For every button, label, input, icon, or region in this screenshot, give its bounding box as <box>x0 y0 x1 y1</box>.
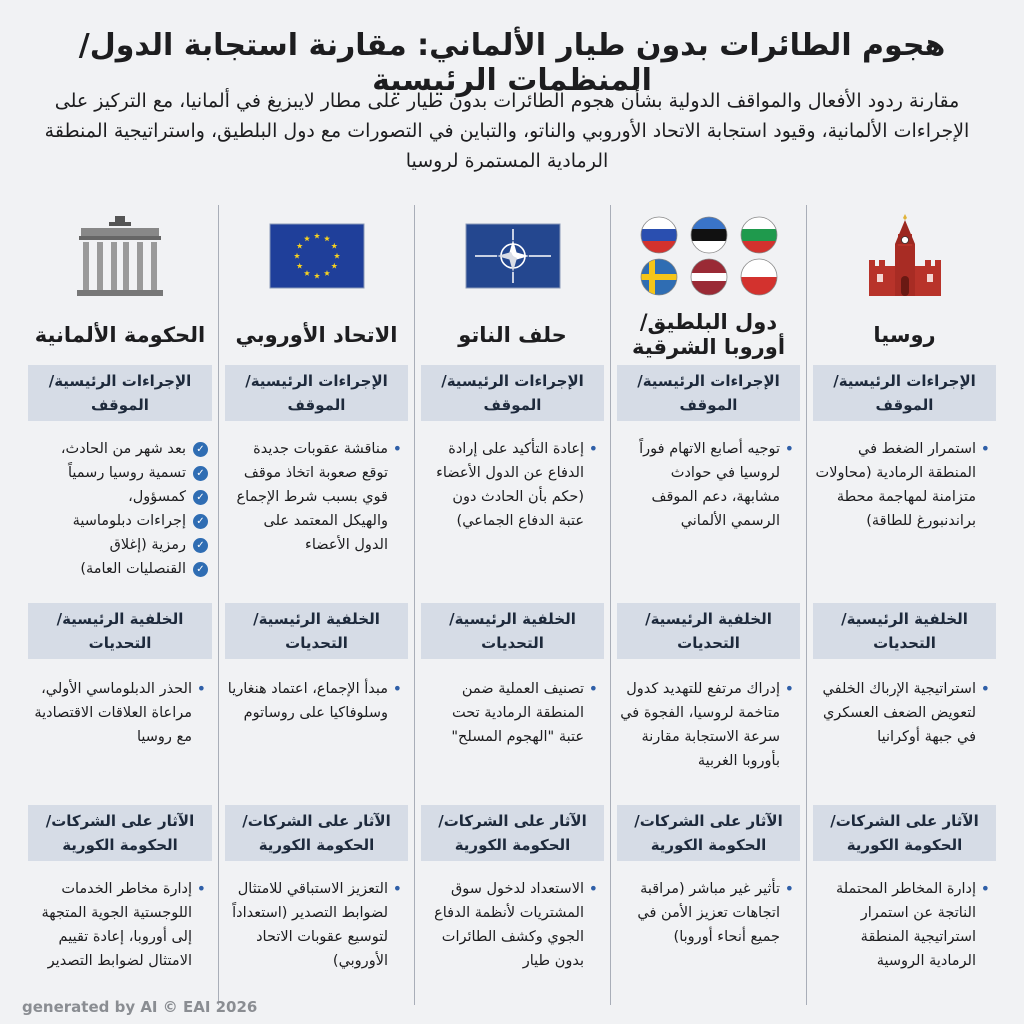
column-nato <box>414 205 610 1005</box>
list-item: • استمرار الضغط في المنطقة الرمادية (محاولات متزامنة لمهاجمة محطة براندنبورغ للطاقة) <box>815 437 992 533</box>
background-list <box>619 677 796 773</box>
page-title: هجوم الطائرات بدون طيار الألماني: مقارنة استجابة الدول/المنظمات الرئيسية <box>78 28 946 98</box>
list-item: • إعادة التأكيد على إرادة الدفاع عن الدول الأعضاء (حكم بأن الحادث دون عتبة الدفاع الجماعي) <box>423 437 600 533</box>
list-item: • استراتيجية الإرباك الخلفي لتعويض الضعف العسكري في جبهة أوكرانيا <box>815 677 992 749</box>
list-item: • التعزيز الاستباقي للامتثال لضوابط التصدير (استعداداً لتوسيع عقوبات الاتحاد الأوروبي) <box>227 877 404 973</box>
section-header-background: الخلفية الرئيسية/ التحديات <box>617 603 800 659</box>
eu-flag-icon <box>225 211 408 301</box>
section-header-impact: الآثار على الشركات/ الحكومة الكورية <box>813 805 996 861</box>
impact-list <box>30 877 208 973</box>
list-item: • إدارة المخاطر المحتملة الناتجة عن استمرار استراتيجية المنطقة الرمادية الروسية <box>815 877 992 973</box>
section-header-background: الخلفية الرئيسية/ التحديات <box>813 603 996 659</box>
impact-list <box>815 877 992 973</box>
brandenburg-gate-icon <box>28 211 212 301</box>
list-item: • تصنيف العملية ضمن المنطقة الرمادية تحت عتبة "الهجوم المسلح" <box>423 677 600 749</box>
background-list <box>815 677 992 749</box>
footer-credit: generated by AI © EAI 2026 <box>22 998 258 1016</box>
comparison-columns <box>22 205 1002 1005</box>
column-title: روسيا <box>873 322 936 347</box>
section-header-actions: الإجراءات الرئيسية/ الموقف <box>813 365 996 421</box>
baltic-flags-icon <box>617 211 800 301</box>
column-german-government <box>22 205 218 1005</box>
column-russia <box>806 205 1002 1005</box>
impact-list <box>423 877 600 973</box>
background-list <box>30 677 208 749</box>
actions-list <box>30 437 208 581</box>
nato-flag-icon <box>421 211 604 301</box>
list-item: ✓ تسمية روسيا رسمياً <box>30 461 208 485</box>
kremlin-icon <box>813 211 996 301</box>
section-header-actions: الإجراءات الرئيسية/ الموقف <box>421 365 604 421</box>
actions-list <box>423 437 600 533</box>
actions-list <box>619 437 796 533</box>
section-header-background: الخلفية الرئيسية/ التحديات <box>28 603 212 659</box>
list-item: ✓ كمسؤول، <box>30 485 208 509</box>
column-title: حلف الناتو <box>458 322 567 347</box>
list-item: • الحذر الدبلوماسي الأولي، مراعاة العلاقات الاقتصادية مع روسيا <box>30 677 208 749</box>
actions-list <box>227 437 404 557</box>
list-item: ✓ القنصليات العامة) <box>30 557 208 581</box>
section-header-background: الخلفية الرئيسية/ التحديات <box>225 603 408 659</box>
column-title: دول البلطيق/ أوروبا الشرقية <box>631 310 786 359</box>
column-title: الحكومة الألمانية <box>34 322 206 347</box>
section-header-impact: الآثار على الشركات/ الحكومة الكورية <box>617 805 800 861</box>
list-item: • مبدأ الإجماع، اعتماد هنغاريا وسلوفاكيا على روساتوم <box>227 677 404 725</box>
impact-list <box>619 877 796 949</box>
list-item: • إدارة مخاطر الخدمات اللوجستية الجوية المتجهة إلى أوروبا، إعادة تقييم الامتثال لضوابط التصدير <box>30 877 208 973</box>
column-title: الاتحاد الأوروبي <box>235 322 398 347</box>
list-item: ✓ بعد شهر من الحادث، <box>30 437 208 461</box>
section-header-impact: الآثار على الشركات/ الحكومة الكورية <box>421 805 604 861</box>
section-header-impact: الآثار على الشركات/ الحكومة الكورية <box>225 805 408 861</box>
column-baltic-eastern-europe <box>610 205 806 1005</box>
background-list <box>423 677 600 749</box>
column-eu <box>218 205 414 1005</box>
page-subtitle: مقارنة ردود الأفعال والمواقف الدولية بشأن هجوم الطائرات بدون طيار على مطار لايبزيغ في ألمانيا، مع التركيز على الإجراءات الألمانية، وقيود استجابة الاتحاد الأوروبي والناتو، والتباين في التصورات مع دول البلطيق، واستراتيجية المنطقة الرمادية المستمرة لروسيا <box>44 90 970 172</box>
list-item: • الاستعداد لدخول سوق المشتريات لأنظمة الدفاع الجوي وكشف الطائرات بدون طيار <box>423 877 600 973</box>
list-item: • إدراك مرتفع للتهديد كدول متاخمة لروسيا، الفجوة في سرعة الاستجابة مقارنة بأوروبا الغربية <box>619 677 796 773</box>
section-header-actions: الإجراءات الرئيسية/ الموقف <box>28 365 212 421</box>
section-header-actions: الإجراءات الرئيسية/ الموقف <box>225 365 408 421</box>
list-item: • توجيه أصابع الاتهام فوراً لروسيا في حوادث مشابهة، دعم الموقف الرسمي الألماني <box>619 437 796 533</box>
list-item: • تأثير غير مباشر (مراقبة اتجاهات تعزيز الأمن في جميع أنحاء أوروبا) <box>619 877 796 949</box>
actions-list <box>815 437 992 533</box>
list-item: • مناقشة عقوبات جديدة توقع صعوبة اتخاذ موقف قوي بسبب شرط الإجماع والهيكل المعتمد على الدول الأعضاء <box>227 437 404 557</box>
section-header-impact: الآثار على الشركات/ الحكومة الكورية <box>28 805 212 861</box>
list-item: ✓ رمزية (إغلاق <box>30 533 208 557</box>
impact-list <box>227 877 404 973</box>
list-item: ✓ إجراءات دبلوماسية <box>30 509 208 533</box>
section-header-actions: الإجراءات الرئيسية/ الموقف <box>617 365 800 421</box>
section-header-background: الخلفية الرئيسية/ التحديات <box>421 603 604 659</box>
background-list <box>227 677 404 725</box>
